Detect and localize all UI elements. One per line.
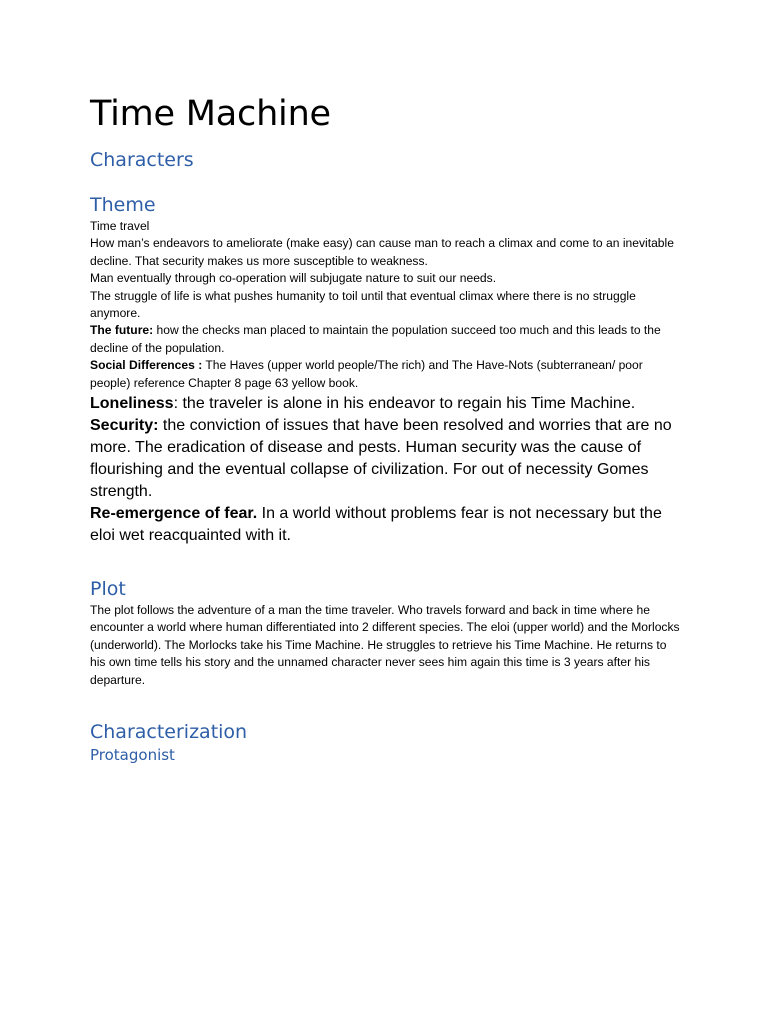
theme-line-cooperation: Man eventually through co-operation will subjugate nature to suit our needs.: [90, 271, 497, 286]
security-text: the conviction of issues that have been resolved and worries that are no more. The eradication of disease and pests. Human security was the cause of flourishing and the eventual collapse of civilization. For out of necessity Gomes strength.: [90, 417, 672, 501]
theme-social-differences: [90, 357, 680, 392]
fear-text: In a world without problems fear is not necessary but the eloi wet reacquainted with it.: [90, 505, 662, 545]
future-label: The future:: [90, 323, 154, 338]
theme-security: [90, 415, 680, 503]
characterization-heading: Characterization: [90, 721, 248, 744]
theme-line-time-travel: Time travel: [90, 219, 150, 233]
theme-line-endeavors: How man’s endeavors to ameliorate (make easy) can cause man to reach a climax and come to an inevitable decline. That security makes us more susceptible to weakness.: [90, 236, 674, 268]
protagonist-subheading: Protagonist: [90, 746, 175, 765]
document-page: [90, 94, 680, 765]
theme-heading: Theme: [90, 194, 156, 216]
loneliness-text: : the traveler is alone in his endeavor to regain his Time Machine.: [173, 395, 636, 413]
theme-line-struggle: The struggle of life is what pushes humanity to toil until that eventual climax where there is no struggle anymore.: [90, 288, 636, 321]
social-text: The Haves (upper world people/The rich) and The Have-Nots (subterranean/ poor people) reference Chapter 8 page 63 yellow book.: [90, 358, 643, 390]
social-label: Social Differences :: [90, 358, 203, 373]
document-title: Time Machine: [90, 94, 331, 134]
theme-section: [90, 218, 680, 547]
theme-future: [90, 322, 680, 357]
characters-heading: Characters: [90, 149, 194, 171]
theme-fear: [90, 503, 680, 547]
security-label: Security:: [90, 417, 159, 435]
theme-loneliness: [90, 393, 680, 415]
loneliness-label: Loneliness: [90, 395, 174, 413]
future-text: how the checks man placed to maintain the population succeed too much and this leads to the decline of the population.: [90, 323, 661, 355]
fear-label: Re-emergence of fear.: [90, 505, 258, 523]
plot-heading: Plot: [90, 578, 126, 601]
plot-text: The plot follows the adventure of a man the time traveler. Who travels forward and back in time where he encounter a world where human differentiated into 2 different species. The eloi (upper world) and the Morlocks (underworld). The Morlocks take his Time Machine. He struggles to retrieve his Time Machine. He returns to his own time tells his story and the unnamed character never sees him again this time is 3 years after his departure.: [90, 603, 680, 687]
